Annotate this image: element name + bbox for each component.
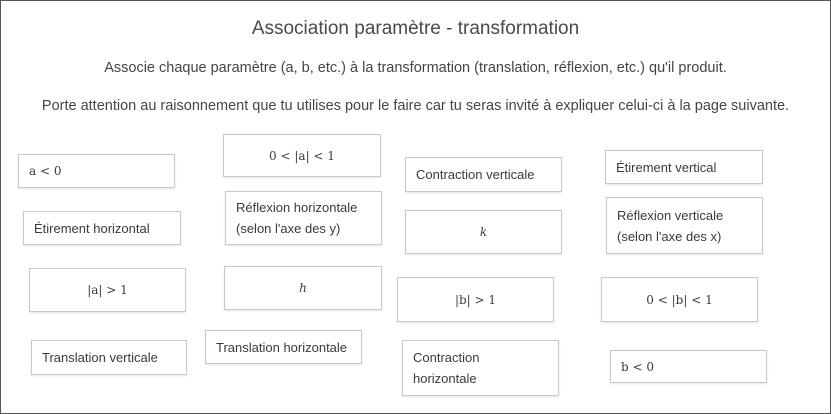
card-translation-horizontale[interactable]: Translation horizontale xyxy=(205,330,362,364)
card-reflexion-horizontale[interactable]: Réflexion horizontale (selon l'axe des y) xyxy=(225,191,382,245)
card-h[interactable]: h xyxy=(224,266,382,310)
card-abs-a-between-0-1[interactable]: 0 < |a| < 1 xyxy=(223,134,381,177)
instruction-note: Porte attention au raisonnement que tu utilises pour le faire car tu seras invité à expliquer celui-ci à la page suivante. xyxy=(41,98,790,114)
card-abs-b-between-0-1[interactable]: 0 < |b| < 1 xyxy=(601,277,758,322)
card-abs-b-greater-1[interactable]: |b| > 1 xyxy=(397,277,554,322)
card-b-less-zero[interactable]: b < 0 xyxy=(610,350,767,383)
page-title: Association paramètre - transformation xyxy=(251,18,580,39)
instruction-text: Associe chaque paramètre (a, b, etc.) à la transformation (translation, réflexion, etc.) qu'il produit. xyxy=(104,60,727,76)
card-etirement-vertical[interactable]: Étirement vertical xyxy=(605,150,763,184)
card-abs-a-greater-1[interactable]: |a| > 1 xyxy=(29,268,186,312)
card-k[interactable]: k xyxy=(405,210,562,254)
card-contraction-horizontale[interactable]: Contraction horizontale xyxy=(402,340,559,396)
card-reflexion-verticale[interactable]: Réflexion verticale (selon l'axe des x) xyxy=(606,197,763,254)
card-a-less-zero[interactable]: a < 0 xyxy=(18,154,175,188)
card-contraction-verticale[interactable]: Contraction verticale xyxy=(405,157,562,192)
card-etirement-horizontal[interactable]: Étirement horizontal xyxy=(23,211,181,245)
card-translation-verticale[interactable]: Translation verticale xyxy=(31,340,187,375)
